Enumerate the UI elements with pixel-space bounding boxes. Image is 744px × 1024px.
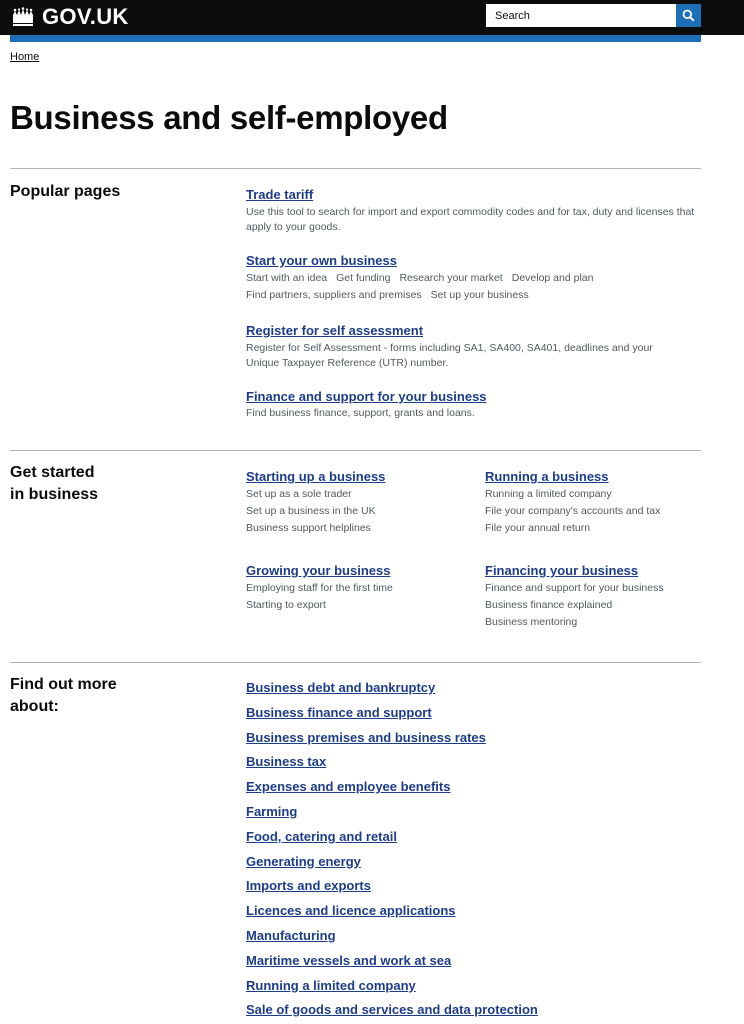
find-out-more-heading-line-1: Find out more xyxy=(10,676,117,693)
sublink-start-with-idea[interactable]: Start with an idea xyxy=(246,272,328,284)
get-started-heading xyxy=(10,462,140,506)
crown-icon xyxy=(10,7,36,27)
finance-support-description: Find business finance, support, grants and loans. xyxy=(246,407,475,419)
get-started-heading-line-2: in business xyxy=(10,486,99,503)
govuk-logo-link[interactable] xyxy=(10,4,129,30)
financing-business-item[interactable]: Business finance explained xyxy=(485,599,613,611)
running-business-link[interactable]: Running a business xyxy=(485,469,609,484)
financing-business-item[interactable]: Business mentoring xyxy=(485,616,578,628)
topic-link[interactable]: Business premises and business rates xyxy=(246,729,486,745)
start-business-sublinks-row-2 xyxy=(246,288,538,303)
register-self-assessment-description: Register for Self Assessment - forms including SA1, SA400, SA401, deadlines and your Unique Taxpayer Reference (UTR) number. xyxy=(246,342,653,369)
page-title: Business and self-employed xyxy=(10,99,448,136)
start-business-sublinks-row-1 xyxy=(246,271,602,286)
section-divider xyxy=(10,168,701,169)
section-divider xyxy=(10,662,701,663)
growing-business-item[interactable]: Employing staff for the first time xyxy=(246,582,393,594)
topic-link[interactable]: Expenses and employee benefits xyxy=(246,779,451,795)
running-business-item[interactable]: Running a limited company xyxy=(485,488,612,500)
starting-up-item[interactable]: Set up as a sole trader xyxy=(246,488,352,500)
popular-pages-heading: Popular pages xyxy=(10,183,121,200)
financing-business-item[interactable]: Finance and support for your business xyxy=(485,582,664,594)
growing-business-item[interactable]: Starting to export xyxy=(246,599,326,611)
sublink-get-funding[interactable]: Get funding xyxy=(336,272,391,284)
topic-link[interactable]: Imports and exports xyxy=(246,878,371,894)
starting-up-business-link[interactable]: Starting up a business xyxy=(246,469,386,484)
sublink-find-partners[interactable]: Find partners, suppliers and premises xyxy=(246,289,422,301)
start-own-business-link[interactable]: Start your own business xyxy=(246,253,397,268)
topic-link[interactable]: Licences and licence applications xyxy=(246,903,456,919)
trade-tariff-description: Use this tool to search for import and export commodity codes and for tax, duty and licenses that apply to your goods. xyxy=(246,206,695,233)
search-icon xyxy=(682,9,695,22)
find-out-more-heading-line-2: about: xyxy=(10,698,59,715)
topic-link[interactable]: Farming xyxy=(246,803,298,819)
brand-bar xyxy=(10,35,701,42)
sublink-set-up-business[interactable]: Set up your business xyxy=(430,289,529,301)
find-out-more-heading xyxy=(10,674,140,718)
get-started-heading-line-1: Get started xyxy=(10,464,95,481)
growing-business-link[interactable]: Growing your business xyxy=(246,563,391,578)
trade-tariff-link[interactable]: Trade tariff xyxy=(246,187,314,202)
register-self-assessment-link[interactable]: Register for self assessment xyxy=(246,323,424,338)
breadcrumb-home[interactable]: Home xyxy=(10,51,40,63)
sublink-research-market[interactable]: Research your market xyxy=(399,272,503,284)
starting-up-item[interactable]: Set up a business in the UK xyxy=(246,505,376,517)
financing-business-link[interactable]: Financing your business xyxy=(485,563,639,578)
topic-link[interactable]: Maritime vessels and work at sea xyxy=(246,952,452,968)
sublink-develop-plan[interactable]: Develop and plan xyxy=(511,272,594,284)
site-header xyxy=(0,0,744,35)
topic-link[interactable]: Running a limited company xyxy=(246,977,416,993)
finance-support-link[interactable]: Finance and support for your business xyxy=(246,389,487,404)
topic-link[interactable]: Food, catering and retail xyxy=(246,828,397,844)
logo-text: GOV.UK xyxy=(42,4,129,29)
starting-up-item[interactable]: Business support helplines xyxy=(246,522,371,534)
topic-link[interactable]: Business debt and bankruptcy xyxy=(246,680,436,695)
running-business-item[interactable]: File your company's accounts and tax xyxy=(485,505,661,517)
topic-link[interactable]: Manufacturing xyxy=(246,927,336,943)
topic-link[interactable]: Sale of goods and services and data protection xyxy=(246,1002,538,1018)
find-out-more-list xyxy=(246,680,538,1024)
section-divider xyxy=(10,450,701,451)
topic-link[interactable]: Generating energy xyxy=(246,853,361,869)
search-input[interactable] xyxy=(486,4,676,27)
topic-link[interactable]: Business tax xyxy=(246,754,327,770)
topic-link[interactable]: Business finance and support xyxy=(246,704,432,720)
running-business-item[interactable]: File your annual return xyxy=(485,522,591,534)
search-button[interactable] xyxy=(676,4,701,27)
